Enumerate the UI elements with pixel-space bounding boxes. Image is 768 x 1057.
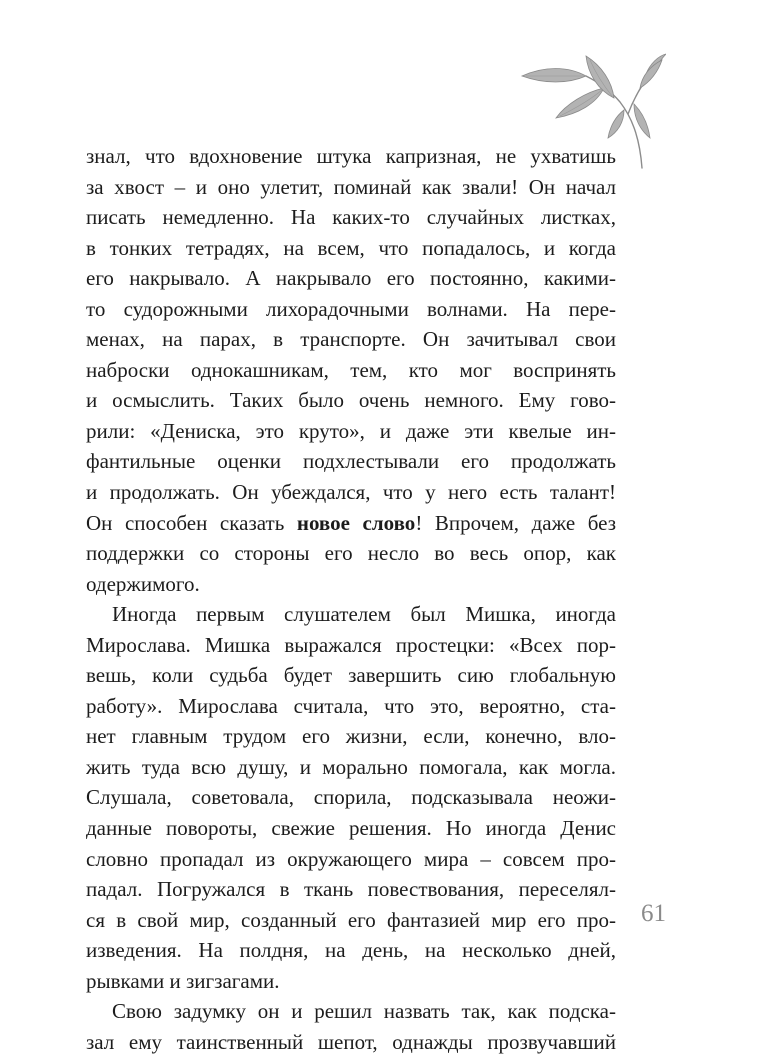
text-line-with-emphasis	[86, 508, 616, 539]
text-line: словно пропадал из окружающего мира – совсем про-	[86, 846, 616, 871]
text-line: рили: «Дениска, это круто», и даже эти квелые ин-	[86, 418, 616, 443]
text-line: изведения. На полдня, на день, на несколько дней,	[86, 938, 616, 963]
text-line: поддержки со стороны его несло во весь опор, как	[86, 541, 616, 566]
text-line: нет главным трудом его жизни, если, конечно, вло-	[86, 724, 616, 749]
text-segment: Он способен сказать	[86, 510, 297, 535]
text-line: рывками и зигзагами.	[86, 968, 280, 993]
paragraph-3	[86, 996, 616, 1057]
text-line: работу». Мирослава считала, что это, вероятно, ста-	[86, 693, 616, 718]
text-line: то судорожными лихорадочными волнами. На пере-	[86, 296, 616, 321]
text-line: Мирослава. Мишка выражался простецки: «Всех пор-	[86, 632, 616, 657]
paragraph-1	[86, 141, 616, 599]
text-line: вешь, коли судьба будет завершить сию глобальную	[86, 663, 616, 688]
text-line: и продолжать. Он убеждался, что у него есть талант!	[86, 480, 616, 505]
text-line: Свою задумку он и решил назвать так, как подска-	[112, 999, 616, 1024]
bold-phrase: новое слово	[296, 510, 416, 535]
text-line: менах, на парах, в транспорте. Он зачитывал свои	[86, 327, 616, 352]
page-number: 61	[641, 900, 666, 927]
text-line: и осмыслить. Таких было очень немного. Ему гово-	[86, 388, 616, 413]
text-line: за хвост – и оно улетит, поминай как звали! Он начал	[86, 174, 616, 199]
text-line: писать немедленно. На каких-то случайных листках,	[86, 205, 616, 230]
text-line: падал. Погружался в ткань повествования, переселял-	[86, 877, 616, 902]
text-line: данные повороты, свежие решения. Но иногда Денис	[86, 816, 616, 841]
text-line: фантильные оценки подхлестывали его продолжать	[86, 449, 616, 474]
text-line: ся в свой мир, созданный его фантазией мир его про-	[86, 907, 616, 932]
paragraph-2	[86, 599, 616, 996]
text-line: в тонких тетрадях, на всем, что попадалось, и когда	[86, 235, 616, 260]
text-line: зал ему таинственный шепот, однажды прозвучавший	[86, 1029, 616, 1054]
text-line: наброски однокашникам, тем, кто мог воспринять	[86, 357, 616, 382]
text-line: жить туда всю душу, и морально помогала, как могла.	[86, 754, 616, 779]
text-line: одержимого.	[86, 571, 200, 596]
text-line: знал, что вдохновение штука капризная, не ухватишь	[86, 144, 616, 168]
body-text	[86, 141, 616, 1057]
text-line: его накрывало. А накрывало его постоянно, какими-	[86, 266, 616, 291]
text-line: Иногда первым слушателем был Мишка, иногда	[112, 602, 616, 627]
text-line: Слушала, советовала, спорила, подсказывала неожи-	[86, 785, 616, 810]
text-segment: ! Впрочем, даже без	[415, 510, 616, 535]
